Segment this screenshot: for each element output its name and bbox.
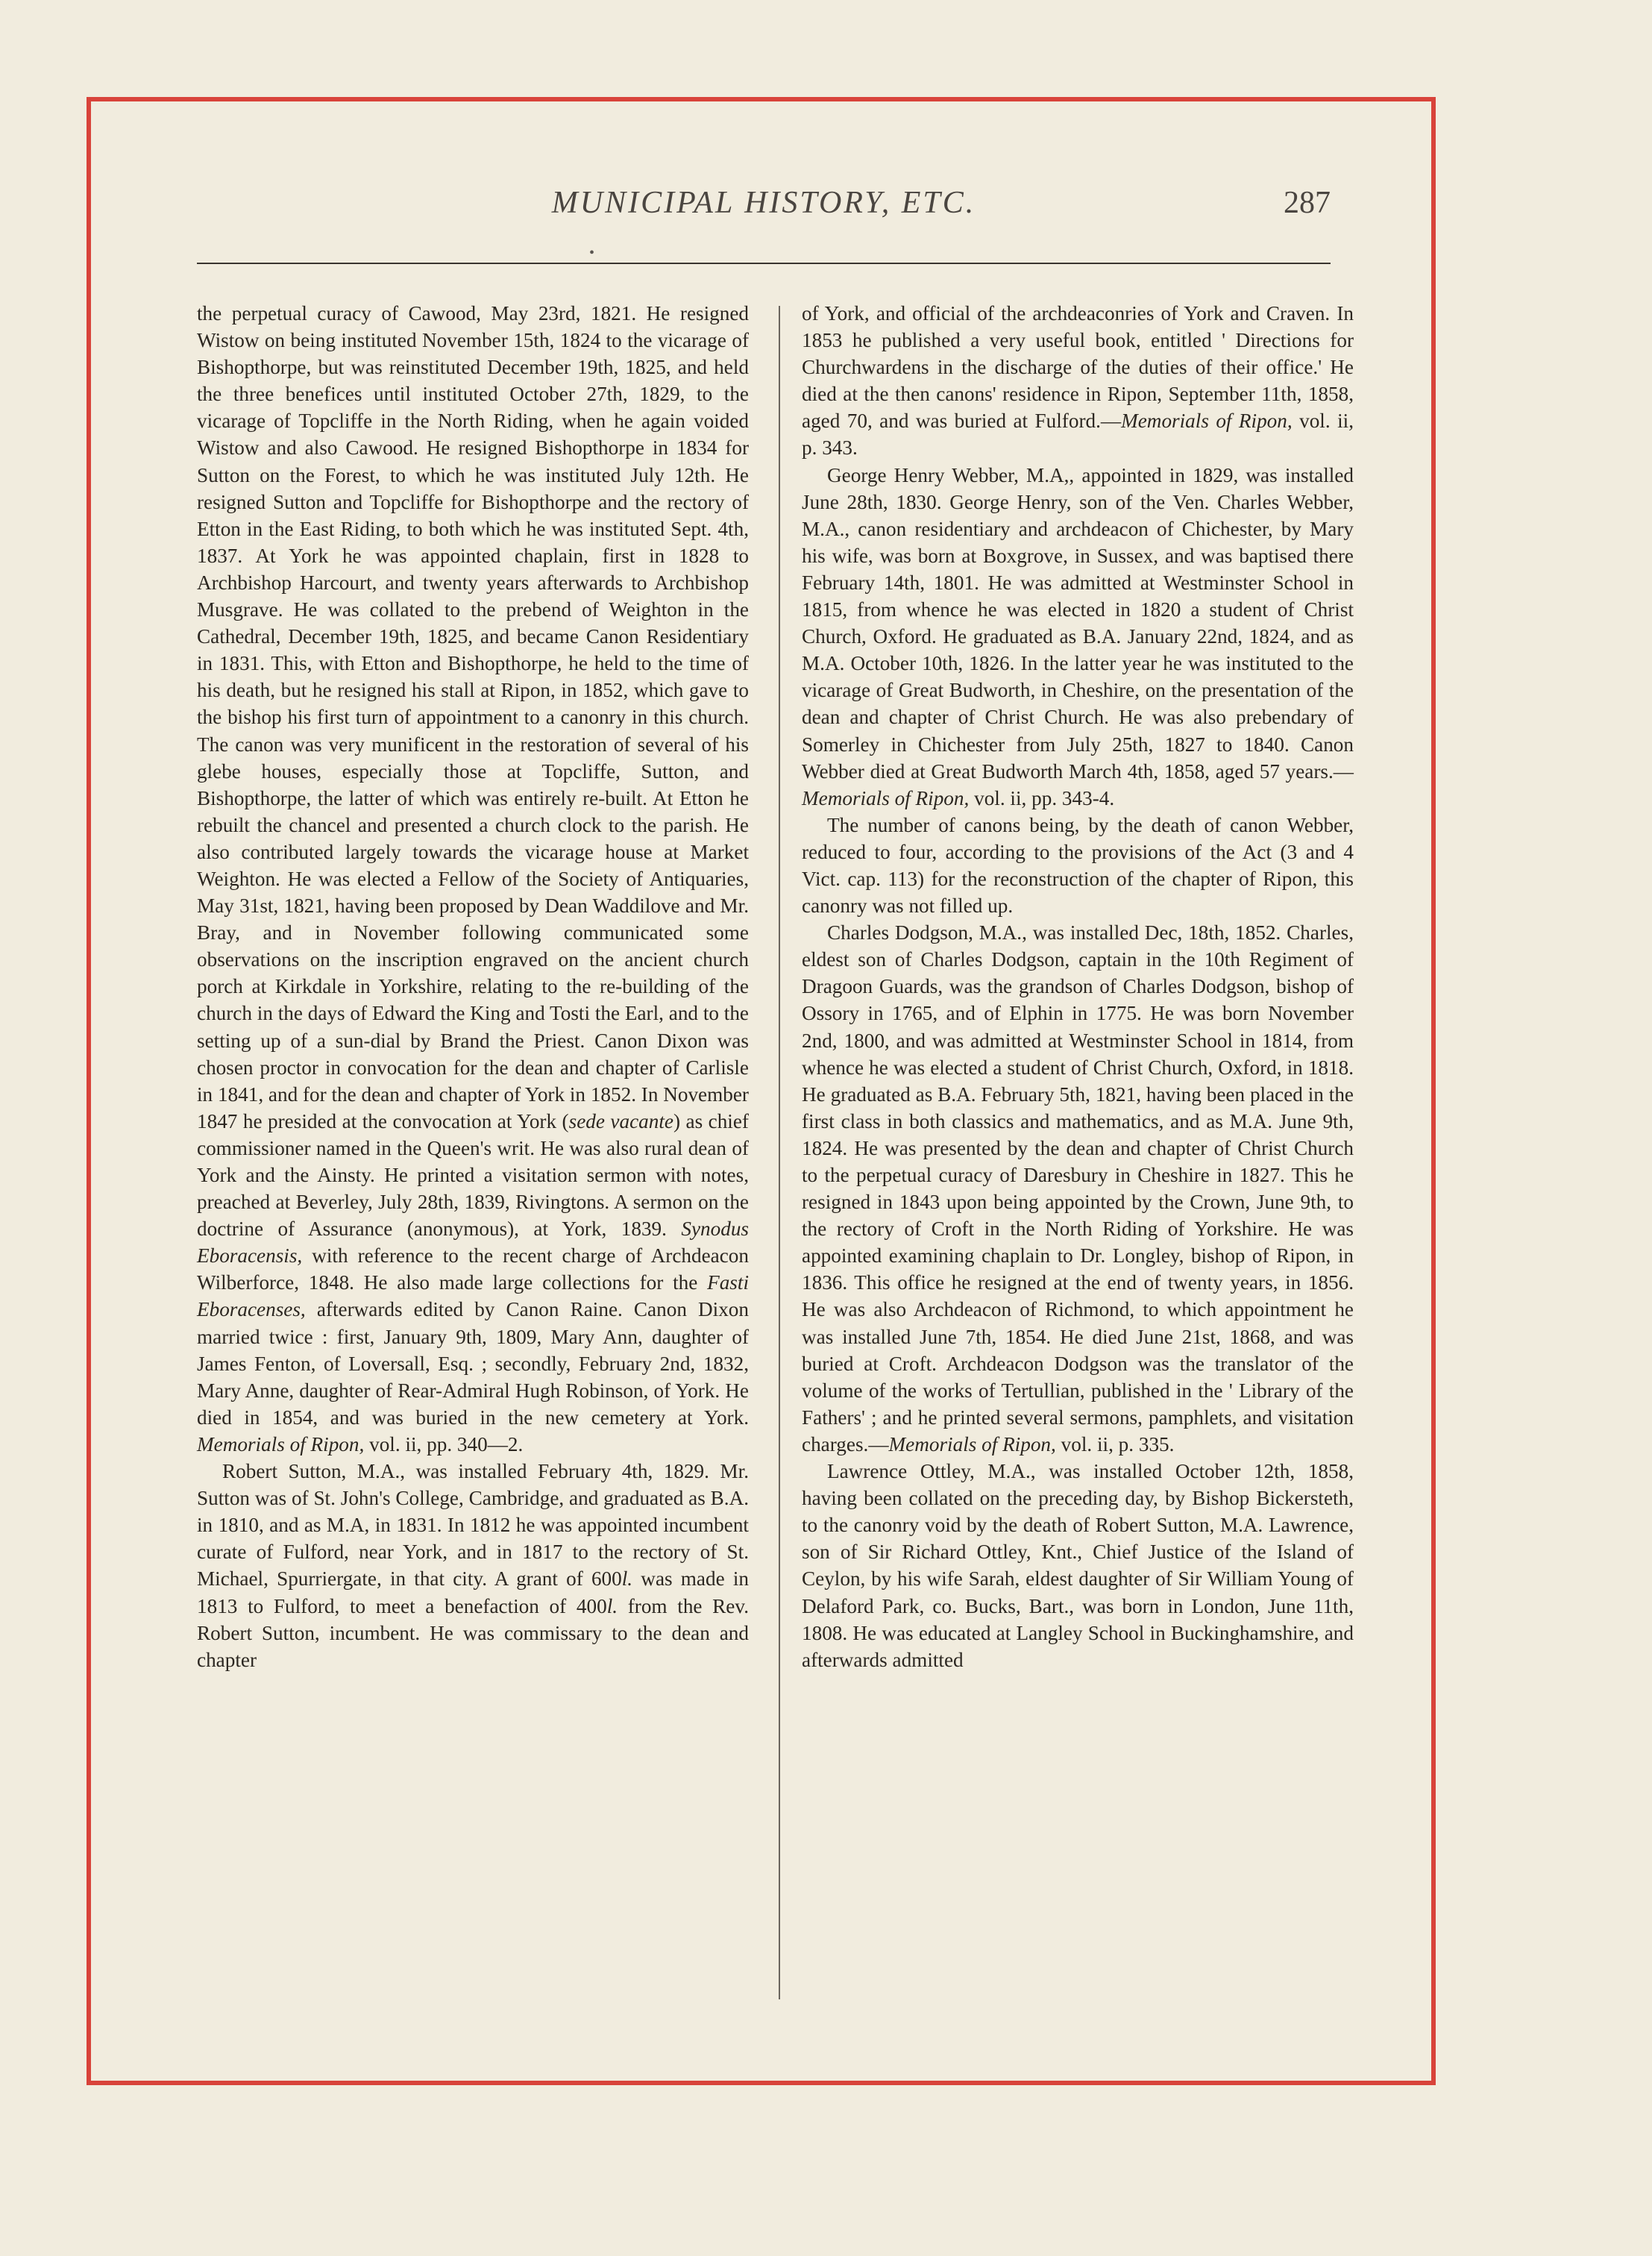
right-text-column — [802, 300, 1354, 1673]
text-segment: afterwards edited by Canon Raine. Canon Dixon married twice : first, January 9th, 1809, Mary Ann, daughter of James Fenton, of Loversall, Esq. ; secondly, February 2nd, 1832, Mary Anne, daughter of Rear-Admiral Hugh Robinson, of York. He died in 1854, and was buried in the new cemetery at York. — [197, 1298, 749, 1429]
text-segment: The number of canons being, by the death of canon Webber, reduced to four, according to the provisions of the Act (3 and 4 Vict. cap. 113) for the reconstruction of the chapter of Ripon, this canonry was not filled up. — [802, 813, 1354, 918]
italic-text-segment: Fasti Eboracenses, — [197, 1271, 749, 1321]
italic-text-segment: Memorials of Ripon, — [888, 1432, 1056, 1456]
page-number: 287 — [1284, 186, 1331, 220]
italic-text-segment: sede vacante — [568, 1109, 673, 1132]
paragraph — [802, 812, 1354, 919]
running-title: MUNICIPAL HISTORY, ETC. — [551, 186, 976, 220]
paragraph — [802, 300, 1354, 462]
running-header — [197, 185, 1331, 230]
italic-text-segment: Memorials of Ripon, — [802, 786, 970, 809]
text-segment: with reference to the recent charge of Archdeacon Wilberforce, 1848. He also made large collections for the — [197, 1244, 749, 1294]
paragraph — [197, 1458, 749, 1673]
column-divider — [779, 306, 780, 1999]
text-segment: the perpetual curacy of Cawood, May 23rd, 1821. He resigned Wistow on being instituted November 15th, 1824 to the vicarage of Bishopthorpe, but was reinstituted December 19th, 1825, and held the three benefices until instituted October 27th, 1829, to the vicarage of Topcliffe in the North Riding, when he again voided Wistow and also Cawood. He resigned Bishopthorpe in 1834 for Sutton on the Forest, to which he was instituted July 12th. He resigned Sutton and Topcliffe for Bishopthorpe and the rectory of Etton in the East Riding, to both which he was instituted Sept. 4th, 1837. At York he was appointed chaplain, first in 1828 to Archbishop Harcourt, and twenty years afterwards to Archbishop Musgrave. He was collated to the prebend of Weighton in the Cathedral, December 19th, 1825, and became Canon Residentiary in 1831. This, with Etton and Bishopthorpe, he held to the time of his death, but he resigned his stall at Ripon, in 1852, which gave to the bishop his first turn of appointment to a canonry in this church. The canon was very munificent in the restoration of several of his glebe houses, especially those at Topcliffe, Sutton, and Bishopthorpe, the latter of which was entirely re-built. At Etton he rebuilt the chancel and presented a church clock to the parish. He also contributed largely towards the vicarage house at Market Weighton. He was elected a Fellow of the Society of Antiquaries, May 31st, 1821, having been proposed by Dean Waddilove and Mr. Bray, and in November following communicated some observations on the inscription engraved on the ancient church porch at Kirkdale in Yorkshire, relating to the re-building of the church in the days of Edward the King and Tosti the Earl, and to the setting up of a sun-dial by Brand the Priest. Canon Dixon was chosen proctor in convocation for the dean and chapter of Carlisle in 1841, and for the dean and chapter of York in 1852. In November 1847 he presided at the convocation at York ( — [197, 302, 749, 1132]
italic-text-segment: Synodus Eboracensis, — [197, 1218, 749, 1268]
text-segment: Robert Sutton, M.A., was installed February 4th, 1829. Mr. Sutton was of St. John's College, Cambridge, and graduated as B.A. in 1810, and as M.A, in 1831. In 1812 he was appointed incumbent curate of Fulford, near York, and in 1817 to the rectory of St. Michael, Spurriergate, in that city. A grant of 600 — [197, 1460, 749, 1591]
header-rule — [197, 263, 1331, 264]
text-segment: vol. ii, pp. 343-4. — [969, 786, 1115, 809]
header-ornament-dot: • — [589, 245, 595, 261]
text-segment: vol. ii, pp. 340—2. — [364, 1432, 524, 1456]
left-text-column — [197, 300, 749, 1673]
text-segment: Lawrence Ottley, M.A., was installed October 12th, 1858, having been collated on the preceding day, by Bishop Bickersteth, to the canonry void by the death of Robert Sutton, M.A. Lawrence, son of Sir Richard Ottley, Knt., Chief Justice of the Island of Ceylon, by his wife Sarah, eldest daughter of Sir William Young of Delaford Park, co. Bucks, Bart., was born in London, June 11th, 1808. He was educated at Langley School in Buckinghamshire, and afterwards admitted — [802, 1460, 1354, 1671]
text-segment: of York, and official of the archdeaconries of York and Craven. In 1853 he published a very useful book, entitled ' Directions for Churchwardens in the discharge of the duties of their office.' He died at the then canons' residence in Ripon, September 11th, 1858, aged 70, and was buried at Fulford.— — [802, 302, 1354, 433]
italic-text-segment: l. — [606, 1594, 618, 1617]
paragraph — [802, 919, 1354, 1458]
text-segment: from the Rev. Robert Sutton, incumbent. He was commissary to the dean and chapter — [197, 1594, 750, 1671]
text-segment: was made in 1813 to Fulford, to meet a benefaction of 400 — [197, 1567, 749, 1617]
text-segment: Charles Dodgson, M.A., was installed Dec, 18th, 1852. Charles, eldest son of Charles Dodgson, captain in the 10th Regiment of Dragoon Guards, was the grandson of Charles Dodgson, bishop of Ossory in 1765, and of Elphin in 1775. He was born November 2nd, 1800, and was admitted at Westminster School in 1814, from whence he was elected a student of Christ Church, Oxford, in 1818. He graduated as B.A. February 5th, 1821, having been placed in the first class in both classics and mathematics, and as M.A. June 9th, 1824. He was presented by the dean and chapter of Christ Church to the perpetual curacy of Daresbury in Cheshire in 1827. This he resigned in 1843 upon being appointed by the Crown, June 9th, to the rectory of Croft in the North Riding of Yorkshire. He was appointed examining chaplain to Dr. Longley, bishop of Ripon, in 1836. This office he resigned at the end of twenty years, in 1856. He was also Archdeacon of Richmond, to which appointment he was installed June 7th, 1854. He died June 21st, 1868, and was buried at Croft. Archdeacon Dodgson was the translator of the volume of the works of Tertullian, published in the ' Library of the Fathers' ; and he printed several sermons, pamphlets, and visitation charges.— — [802, 921, 1354, 1456]
italic-text-segment: Memorials of Ripon, — [197, 1432, 365, 1456]
text-segment: George Henry Webber, M.A,, appointed in 1829, was installed June 28th, 1830. George Henry, son of the Ven. Charles Webber, M.A., canon residentiary and archdeacon of Chichester, by Mary his wife, was born at Boxgrove, in Sussex, and was baptised there February 14th, 1801. He was admitted at Westminster School in 1815, from whence he was elected in 1820 a student of Christ Church, Oxford. He graduated as B.A. January 22nd, 1824, and as M.A. October 10th, 1826. In the latter year he was instituted to the vicarage of Great Budworth, in Cheshire, on the presentation of the dean and chapter of Christ Church. He was also prebendary of Somerley in Chichester from July 25th, 1827 to 1840. Canon Webber died at Great Budworth March 4th, 1858, aged 57 years.— — [802, 463, 1354, 783]
text-segment: ) as chief commissioner named in the Queen's writ. He was also rural dean of York and the Ainsty. He printed a visitation sermon with notes, preached at Beverley, July 28th, 1839, Rivingtons. A sermon on the doctrine of Assurance (anonymous), at York, 1839. — [197, 1109, 749, 1241]
text-segment: vol. ii, p. 343. — [802, 410, 1354, 460]
text-segment: vol. ii, p. 335. — [1055, 1432, 1175, 1456]
italic-text-segment: Memorials of Ripon, — [1121, 410, 1293, 433]
paragraph — [802, 1458, 1354, 1673]
paragraph — [802, 462, 1354, 812]
italic-text-segment: l. — [621, 1567, 633, 1591]
paragraph — [197, 300, 749, 1458]
